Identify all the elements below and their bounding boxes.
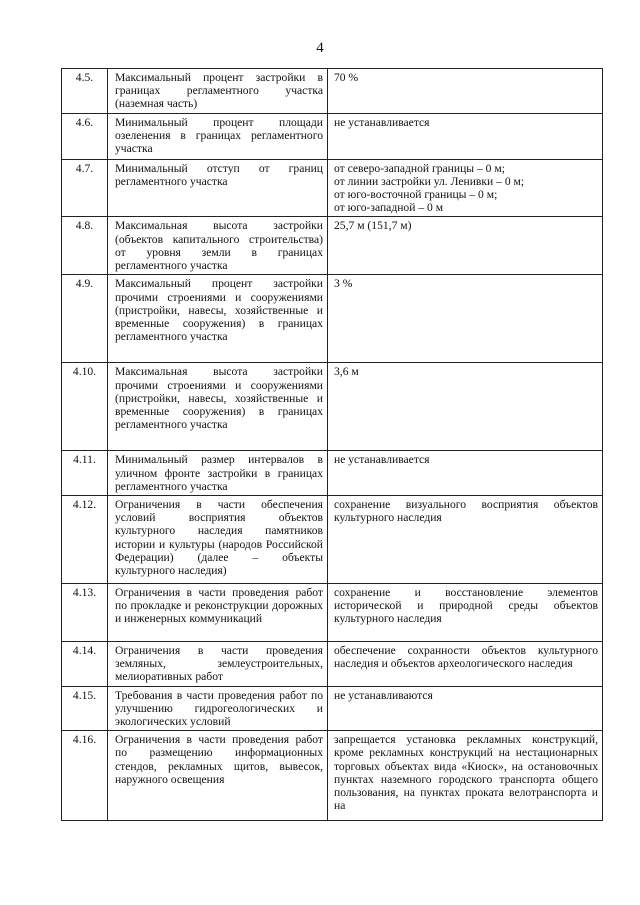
row-number: 4.11. [62, 451, 108, 496]
table-row [62, 275, 603, 363]
parameter-name: Ограничения в части проведения земляных, землеустроительных, мелиоративных работ [108, 642, 328, 687]
value-line: сохранение и восстановление элементов исторической и природной среды объектов культурного наследия [334, 586, 598, 626]
parameter-value [328, 69, 603, 114]
row-number: 4.6. [62, 113, 108, 159]
parameter-name: Минимальный размер интервалов в уличном фронте застройки в границах регламентного участка [108, 451, 328, 496]
parameter-value [328, 642, 603, 687]
parameter-value [328, 686, 603, 731]
row-number: 4.10. [62, 363, 108, 451]
row-number: 4.7. [62, 159, 108, 217]
table-row [62, 159, 603, 217]
table-row [62, 451, 603, 496]
value-line: обеспечение сохранности объектов культурного наследия и объектов археологического наследия [334, 644, 598, 671]
table-row [62, 642, 603, 687]
parameter-name: Ограничения в части проведения работ по размещению информационных стендов, рекламных щитов, вывесок, наружного освещения [108, 731, 328, 821]
value-line: от линии застройки ул. Ленивки – 0 м; [334, 174, 525, 188]
table-row [62, 363, 603, 451]
table-row [62, 584, 603, 642]
value-line: от юго-восточной границы – 0 м; [334, 188, 498, 202]
row-number: 4.8. [62, 217, 108, 275]
parameter-name: Минимальный процент площади озеленения в границах регламентного участка [108, 113, 328, 159]
parameter-value [328, 731, 603, 821]
table-row [62, 113, 603, 159]
parameter-name: Требования в части проведения работ по улучшению гидрогеологических и экологических условий [108, 686, 328, 731]
regulations-table [61, 68, 603, 821]
parameter-value [328, 584, 603, 642]
parameter-value [328, 159, 603, 217]
parameter-name: Максимальная высота застройки (объектов капитального строительства) от уровня земли в границах регламентного участка [108, 217, 328, 275]
row-number: 4.12. [62, 496, 108, 584]
table-row [62, 217, 603, 275]
parameter-name: Максимальный процент застройки прочими строениями и сооружениями (пристройки, навесы, хозяйственные и временные сооружения) в границах регламентного участка [108, 275, 328, 363]
regulations-table-body [62, 69, 603, 821]
row-number: 4.16. [62, 731, 108, 821]
parameter-value [328, 275, 603, 363]
parameter-name: Ограничения в части обеспечения условий восприятия объектов культурного наследия памятников истории и культуры (народов Российской Федерации) (далее – объекты культурного наследия) [108, 496, 328, 584]
value-line: от северо-западной границы – 0 м; [334, 161, 505, 175]
table-row [62, 69, 603, 114]
value-line: сохранение визуального восприятия объектов культурного наследия [334, 498, 598, 525]
parameter-value [328, 451, 603, 496]
value-line: не устанавливается [334, 115, 430, 129]
page-number: 4 [316, 40, 324, 56]
row-number: 4.13. [62, 584, 108, 642]
parameter-value [328, 217, 603, 275]
row-number: 4.14. [62, 642, 108, 687]
parameter-name: Максимальная высота застройки прочими строениями и сооружениями (пристройки, навесы, хозяйственные и временные сооружения) в границах регламентного участка [108, 363, 328, 451]
row-number: 4.5. [62, 69, 108, 114]
row-number: 4.9. [62, 275, 108, 363]
value-line: не устанавливаются [334, 688, 433, 702]
parameter-name: Минимальный отступ от границ регламентного участка [108, 159, 328, 217]
parameter-name: Максимальный процент застройки в границах регламентного участка (наземная часть) [108, 69, 328, 114]
parameter-value [328, 113, 603, 159]
value-line: 70 % [334, 71, 359, 84]
row-number: 4.15. [62, 686, 108, 731]
table-row [62, 496, 603, 584]
parameter-value [328, 363, 603, 451]
value-line: 3,6 м [334, 365, 359, 379]
value-line: 3 % [334, 277, 353, 291]
table-row [62, 686, 603, 731]
value-line: запрещается установка рекламных конструкций, кроме рекламных конструкций на нестационарных торговых объектах вида «Киоск», на остановочных пунктах наземного городского транспорта общего пользования, на пунктах проката велотранспорта и на [334, 733, 598, 813]
table-row [62, 731, 603, 821]
value-line: не устанавливается [334, 453, 430, 467]
value-line: от юго-западной – 0 м [334, 201, 444, 215]
parameter-name: Ограничения в части проведения работ по прокладке и реконструкции дорожных и инженерных коммуникаций [108, 584, 328, 642]
value-line: 25,7 м (151,7 м) [334, 219, 412, 233]
parameter-value [328, 496, 603, 584]
